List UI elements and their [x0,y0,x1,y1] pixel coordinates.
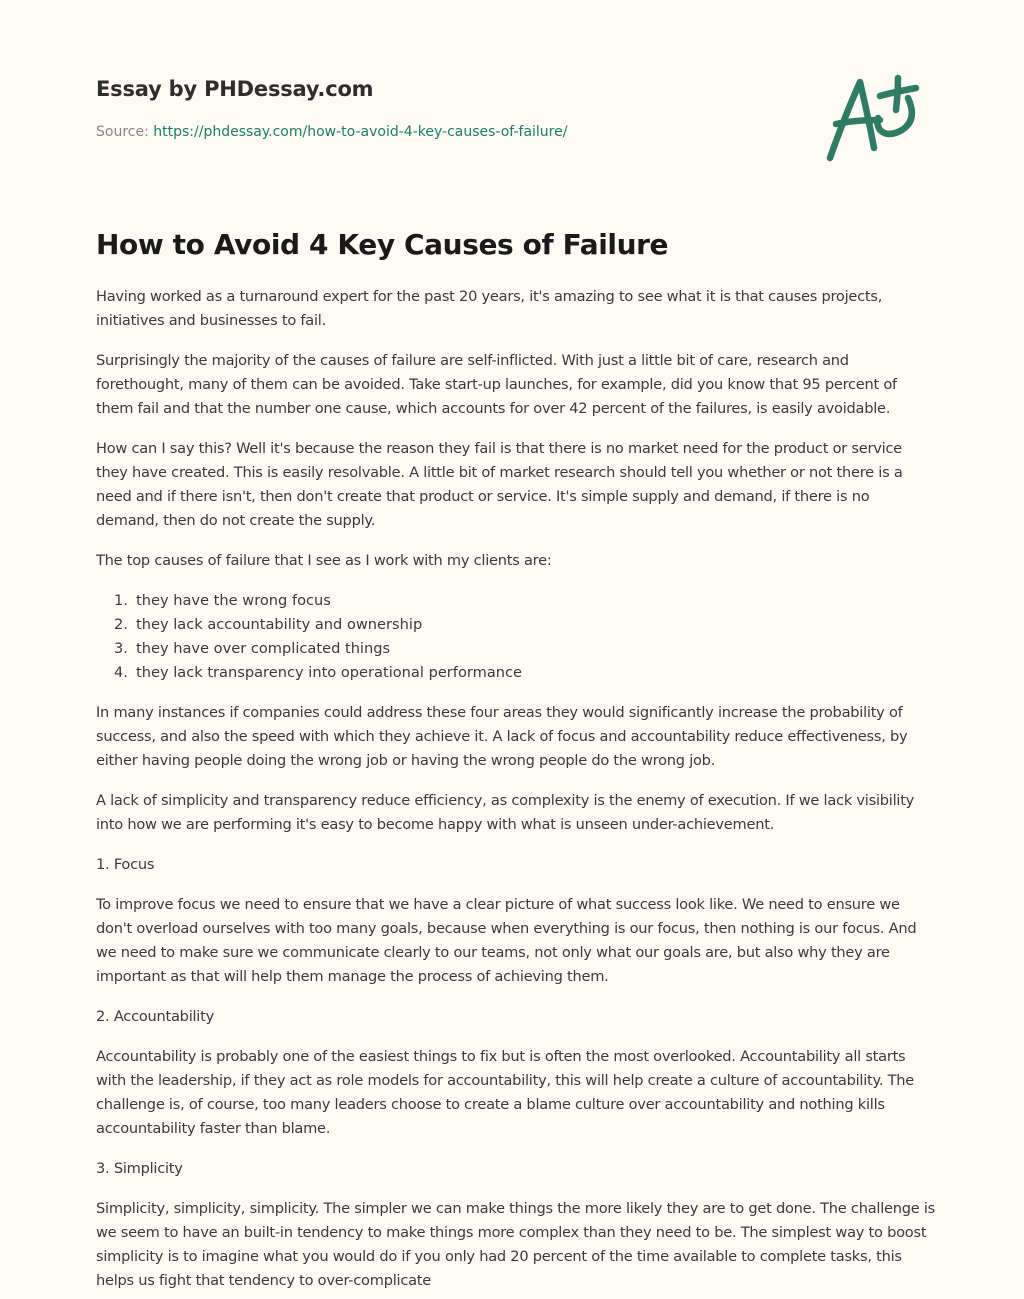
section-heading-simplicity: 3. Simplicity [96,1160,183,1177]
section-body-accountability: Accountability is probably one of the easiest things to fix but is often the most overlooked. Accountability all starts with the leadership, if they act as role models for accountability, this will help create a culture of accountability. The challenge is, of course, too many leaders choose to create a blame culture over accountability and nothing kills accountability faster than blame. [96,1048,914,1137]
source-link[interactable]: https://phdessay.com/how-to-avoid-4-key-causes-of-failure/ [153,124,568,140]
list-text: they lack accountability and ownership [136,616,423,633]
list-text: they have the wrong focus [136,592,331,609]
site-title: Essay by PHDessay.com [96,77,374,101]
paragraph: The top causes of failure that I see as I work with my clients are: [96,552,552,569]
paragraph: Surprisingly the majority of the causes of failure are self-inflicted. With just a little bit of care, research and forethought, many of them can be avoided. Take start-up launches, for example, did you know that 95 percent of them fail and that the number one cause, which accounts for over 42 percent of the failures, is easily avoidable. [96,352,897,417]
causes-list [96,589,936,685]
list-number: 4. [114,664,128,681]
section-heading-accountability: 2. Accountability [96,1008,214,1025]
section-heading-focus: 1. Focus [96,856,155,873]
paragraph: A lack of simplicity and transparency reduce efficiency, as complexity is the enemy of execution. If we lack visibility into how we are performing it's easy to become happy with what is unseen under-achievement. [96,792,915,833]
source-label: Source: [96,124,154,140]
list-number: 2. [114,616,128,633]
a-plus-grade-icon [822,68,932,168]
list-number: 1. [114,592,128,609]
essay-title: How to Avoid 4 Key Causes of Failure [96,228,669,261]
list-item [114,661,936,685]
source-line [96,124,567,140]
list-item [114,613,936,637]
section-body-simplicity: Simplicity, simplicity, simplicity. The simpler we can make things the more likely they are to get done. The challenge is we seem to have an built-in tendency to make things more complex than they need to be. The simplest way to boost simplicity is to imagine what you would do if you only had 20 percent of the time available to complete tasks, this helps us fight that tendency to over-complicate [96,1200,936,1289]
section-body-focus: To improve focus we need to ensure that we have a clear picture of what success look like. We need to ensure we don't overload ourselves with too many goals, because when everything is our focus, then nothing is our focus. And we need to make sure we communicate clearly to our teams, not only what our goals are, but also why they are important as that will help them manage the process of achieving them. [96,896,917,985]
list-number: 3. [114,640,128,657]
paragraph: Having worked as a turnaround expert for the past 20 years, it's amazing to see what it is that causes projects, initiatives and businesses to fail. [96,288,883,329]
list-item [114,637,936,661]
essay-content [96,285,936,1299]
list-text: they lack transparency into operational performance [136,664,523,681]
list-item [114,589,936,613]
paragraph: How can I say this? Well it's because the reason they fail is that there is no market need for the product or service they have created. This is easily resolvable. A little bit of market research should tell you whether or not there is a need and if there isn't, then don't create that product or service. It's simple supply and demand, if there is no demand, then do not create the supply. [96,440,903,529]
paragraph: In many instances if companies could address these four areas they would significantly increase the probability of success, and also the speed with which they achieve it. A lack of focus and accountability reduce effectiveness, by either having people doing the wrong job or having the wrong people do the wrong job. [96,704,908,769]
list-text: they have over complicated things [136,640,391,657]
